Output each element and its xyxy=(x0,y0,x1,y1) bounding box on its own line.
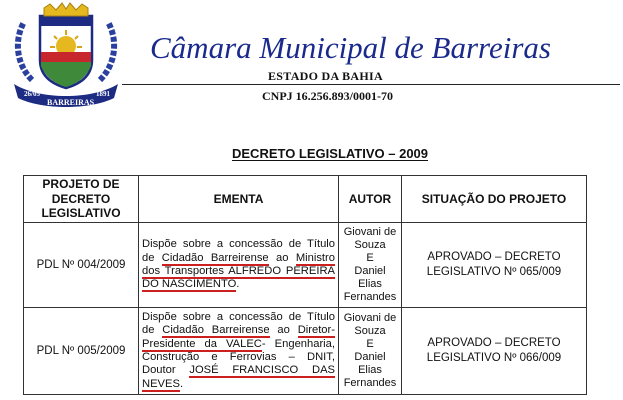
autor-cell: Giovani de Souza E Daniel Elias Fernandes xyxy=(339,223,402,308)
ementa-cell: Dispõe sobre a concessão de Título de Cidadão Barreirense ao Diretor-Presidente da VALEC- Engenharia, Construção e Ferrovias – DNIT, Doutor JOSÉ FRANCISCO DAS NEVES. xyxy=(139,308,339,395)
council-title: Câmara Municipal de Barreiras xyxy=(150,30,551,65)
table-row xyxy=(24,308,587,395)
header-divider xyxy=(122,84,620,85)
header-projeto: PROJETO DE DECRETO LEGISLATIVO xyxy=(24,176,139,223)
state-label: ESTADO DA BAHIA xyxy=(268,69,383,83)
header-ementa: EMENTA xyxy=(139,176,339,223)
cnpj-label: CNPJ 16.256.893/0001-70 xyxy=(262,89,393,103)
table-header-row xyxy=(24,176,587,223)
situacao-cell: APROVADO – DECRETO LEGISLATIVO Nº 065/009 xyxy=(402,223,587,308)
svg-text:26/05: 26/05 xyxy=(24,90,40,98)
projeto-cell: PDL Nº 005/2009 xyxy=(24,308,139,395)
header-situacao: SITUAÇÃO DO PROJETO xyxy=(402,176,587,223)
municipal-seal-icon xyxy=(10,2,122,110)
svg-text:1891: 1891 xyxy=(96,90,110,98)
decrees-table xyxy=(23,175,587,395)
projeto-cell: PDL Nº 004/2009 xyxy=(24,223,139,308)
autor-cell: Giovani de Souza E Daniel Elias Fernandes xyxy=(339,308,402,395)
document-title: DECRETO LEGISLATIVO – 2009 xyxy=(232,146,429,161)
ementa-cell: Dispõe sobre a concessão de Título de Cidadão Barreirense ao Ministro dos Transportes ALFREDO PEREIRA DO NASCIMENTO. xyxy=(139,223,339,308)
svg-text:BARREIRAS: BARREIRAS xyxy=(47,98,95,107)
header-autor: AUTOR xyxy=(339,176,402,223)
situacao-cell: APROVADO – DECRETO LEGISLATIVO Nº 066/009 xyxy=(402,308,587,395)
table-row xyxy=(24,223,587,308)
